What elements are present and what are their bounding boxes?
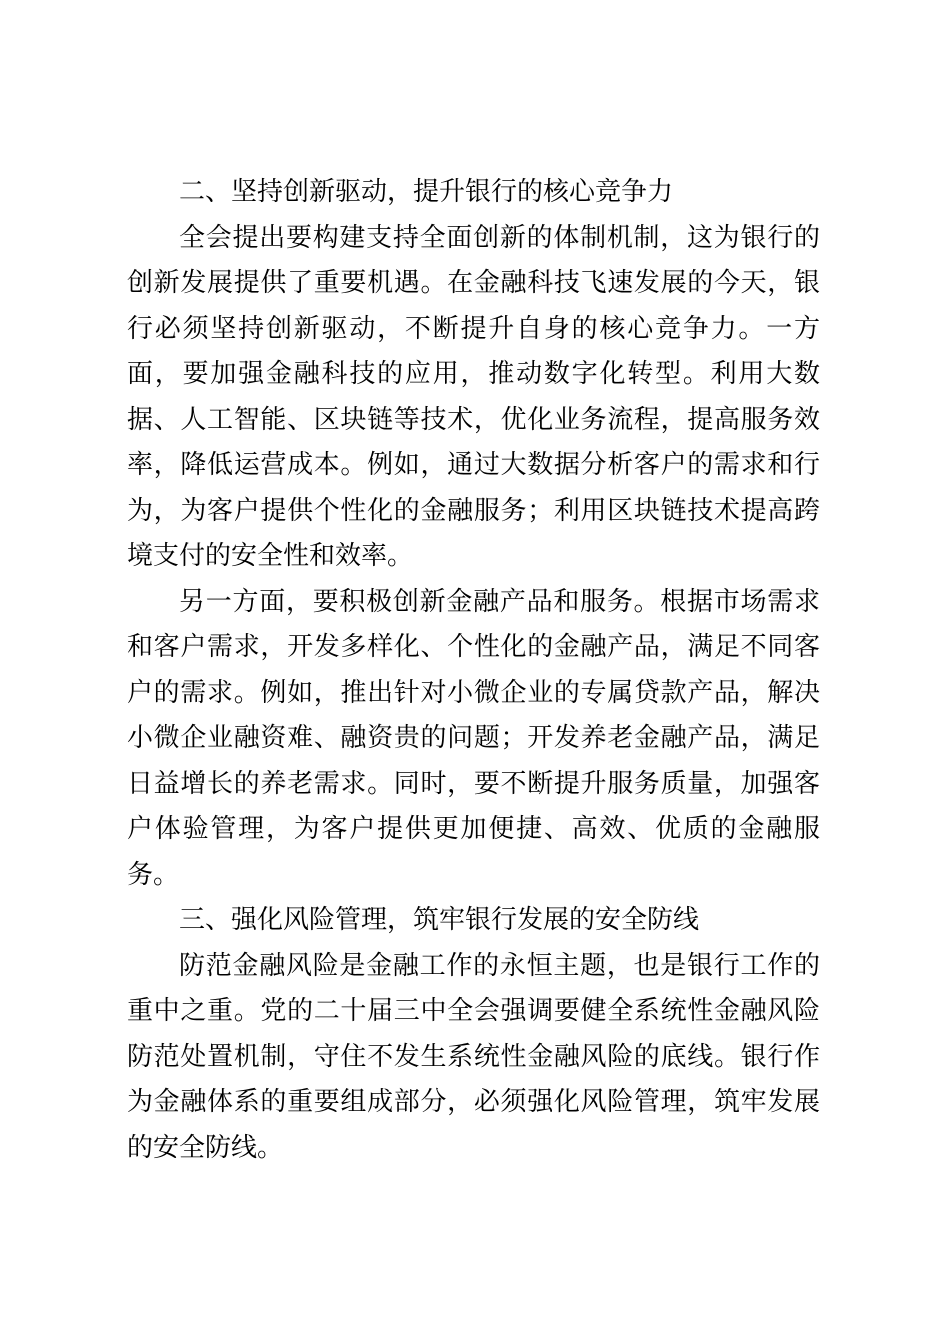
paragraph-innovation-products: 另一方面，要积极创新金融产品和服务。根据市场需求和客户需求，开发多样化、个性化的金融产品，满足不同客户的需求。例如，推出针对小微企业的专属贷款产品，解决小微企业融资难、融资贵的问题；开发养老金融产品，满足日益增长的养老需求。同时，要不断提升服务质量，加强客户体验管理，为客户提供更加便捷、高效、优质的金融服务。	[127, 586, 820, 890]
paragraph-risk-management: 防范金融风险是金融工作的永恒主题，也是银行工作的重中之重。党的二十届三中全会强调要健全系统性金融风险防范处置机制，守住不发生系统性金融风险的底线。银行作为金融体系的重要组成部分，必须强化风险管理，筑牢发展的安全防线。	[127, 950, 820, 1163]
section-heading-2: 二、坚持创新驱动，提升银行的核心竞争力	[179, 177, 674, 207]
document-page	[127, 170, 820, 1171]
paragraph-innovation-tech: 全会提出要构建支持全面创新的体制机制，这为银行的创新发展提供了重要机遇。在金融科技飞速发展的今天，银行必须坚持创新驱动，不断提升自身的核心竞争力。一方面，要加强金融科技的应用，推动数字化转型。利用大数据、人工智能、区块链等技术，优化业务流程，提高服务效率，降低运营成本。例如，通过大数据分析客户的需求和行为，为客户提供个性化的金融服务；利用区块链技术提高跨境支付的安全性和效率。	[127, 222, 820, 571]
section-heading-3: 三、强化风险管理，筑牢银行发展的安全防线	[179, 905, 700, 935]
